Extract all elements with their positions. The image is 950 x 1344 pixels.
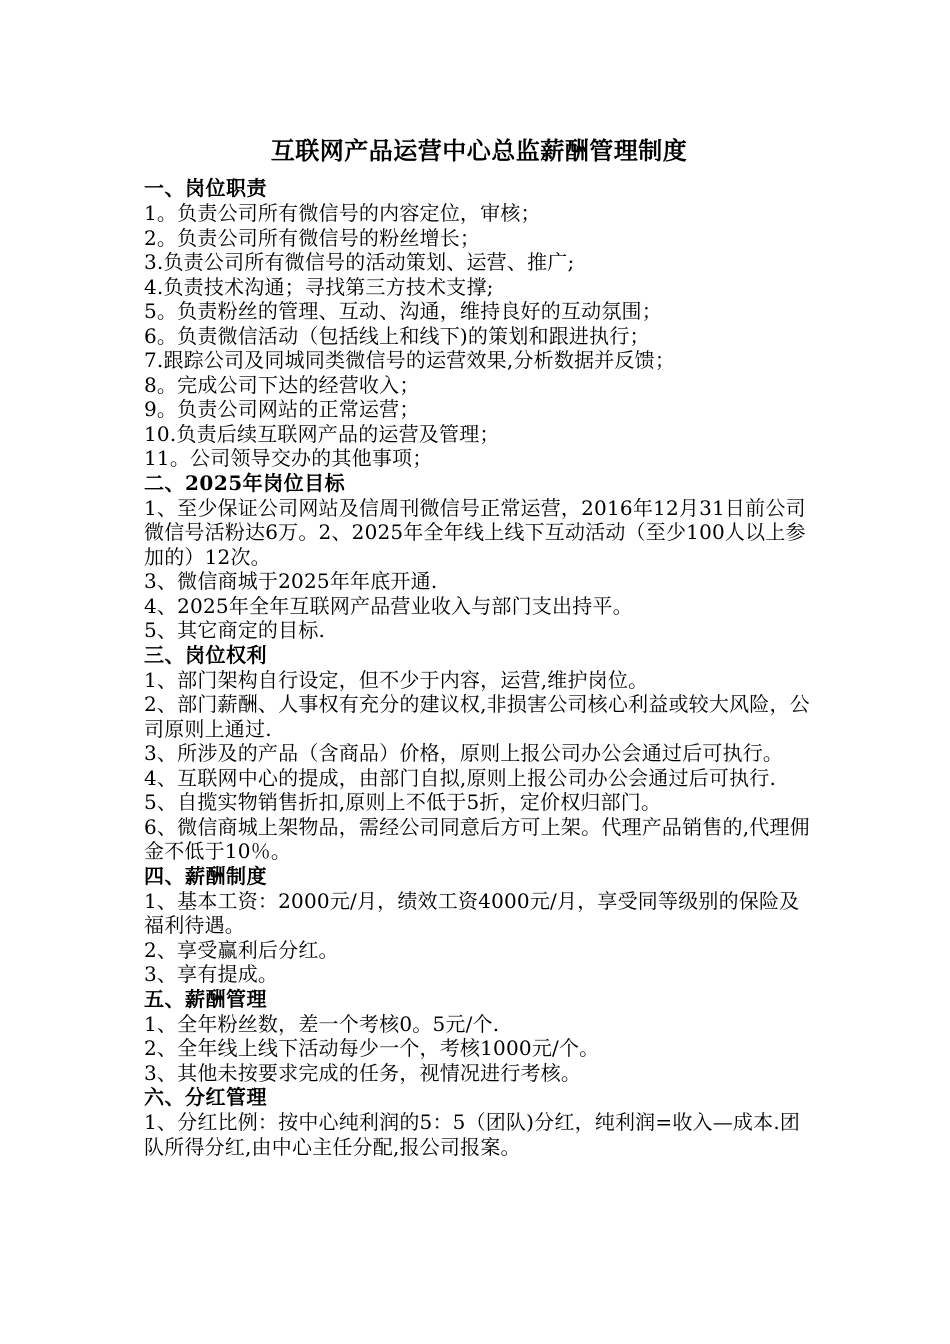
list-item: 1、分红比例：按中心纯利润的5：5（团队)分红，纯利润=收入—成本.团队所得分红,由中心主任分配,报公司报案。 [144, 1110, 801, 1159]
section-heading: 四、薪酬制度 [144, 863, 267, 888]
list-item: 5、自揽实物销售折扣,原则上不低于5折，定价权归部门。 [144, 790, 662, 814]
list-item: 1、部门架构自行设定，但不少于内容，运营,维护岗位。 [144, 667, 649, 692]
list-item: 11。公司领导交办的其他事项； [144, 446, 433, 470]
list-item: 1、全年粉丝数，差一个考核0。5元/个. [144, 1011, 500, 1036]
list-item: 9。负责公司网站的正常运营； [144, 397, 420, 421]
section-salary-system [144, 864, 814, 987]
list-item: 4、互联网中心的提成，由部门自拟,原则上报公司办公会通过后可执行. [144, 765, 777, 790]
list-item: 2、享受赢利后分红。 [144, 937, 339, 962]
list-item: 4.负责技术沟通；寻找第三方技术支撑; [144, 274, 494, 299]
list-item: 5。负责粉丝的管理、互动、沟通，维持良好的互动氛围； [144, 299, 662, 323]
list-item: 1。负责公司所有微信号的内容定位，审核； [144, 201, 541, 225]
section-heading: 三、岗位权利 [144, 642, 267, 667]
document-title: 互联网产品运营中心总监薪酬管理制度 [270, 136, 688, 165]
list-item: 1、基本工资：2000元/月，绩效工资4000元/月，享受同等级别的保险及福利待遇。 [144, 888, 800, 937]
list-item: 7.跟踪公司及同城同类微信号的运营效果,分析数据并反馈； [144, 348, 676, 372]
list-item: 4、2025年全年互联网产品营业收入与部门支出持平。 [144, 593, 633, 618]
list-item: 5、其它商定的目标. [144, 618, 326, 642]
list-item: 1、至少保证公司网站及信周刊微信号正常运营，2016年12月31日前公司微信号活粉达6万。2、2025年全年线上线下互动活动（至少100人以上参加的）12次。 [144, 495, 806, 569]
list-item: 3、其他未按要求完成的任务，视情况进行考核。 [144, 1060, 582, 1085]
list-item: 2、全年线上线下活动每少一个，考核1000元/个。 [144, 1036, 600, 1060]
list-item: 3、所涉及的产品（含商品）价格，原则上报公司办公会通过后可执行。 [144, 741, 784, 765]
section-heading: 五、薪酬管理 [144, 986, 267, 1011]
list-item: 2、部门薪酬、人事权有充分的建议权,非损害公司核心利益或较大风险，公司原则上通过. [144, 692, 810, 741]
section-duties [144, 176, 814, 471]
section-salary-management [144, 987, 814, 1086]
section-targets [144, 471, 814, 643]
list-item: 2。负责公司所有微信号的粉丝增长； [144, 225, 481, 250]
list-item: 10.负责后续互联网产品的运营及管理； [144, 421, 500, 446]
section-rights [144, 643, 814, 864]
section-heading: 二、2025年岗位目标 [144, 470, 346, 495]
list-item: 6。负责微信活动（包括线上和线下)的策划和跟进执行； [144, 323, 650, 348]
list-item: 3、微信商城于2025年年底开通. [144, 569, 438, 593]
list-item: 3.负责公司所有微信号的活动策划、运营、推广; [144, 250, 575, 274]
document-page [144, 136, 814, 1159]
section-dividend-management [144, 1085, 814, 1159]
list-item: 6、微信商城上架物品，需经公司同意后方可上架。代理产品销售的,代理佣金不低于10％。 [144, 814, 810, 863]
list-item: 3、享有提成。 [144, 962, 279, 986]
section-heading: 一、岗位职责 [144, 176, 267, 200]
section-heading: 六、分红管理 [144, 1085, 267, 1109]
list-item: 8。完成公司下达的经营收入； [144, 372, 420, 397]
